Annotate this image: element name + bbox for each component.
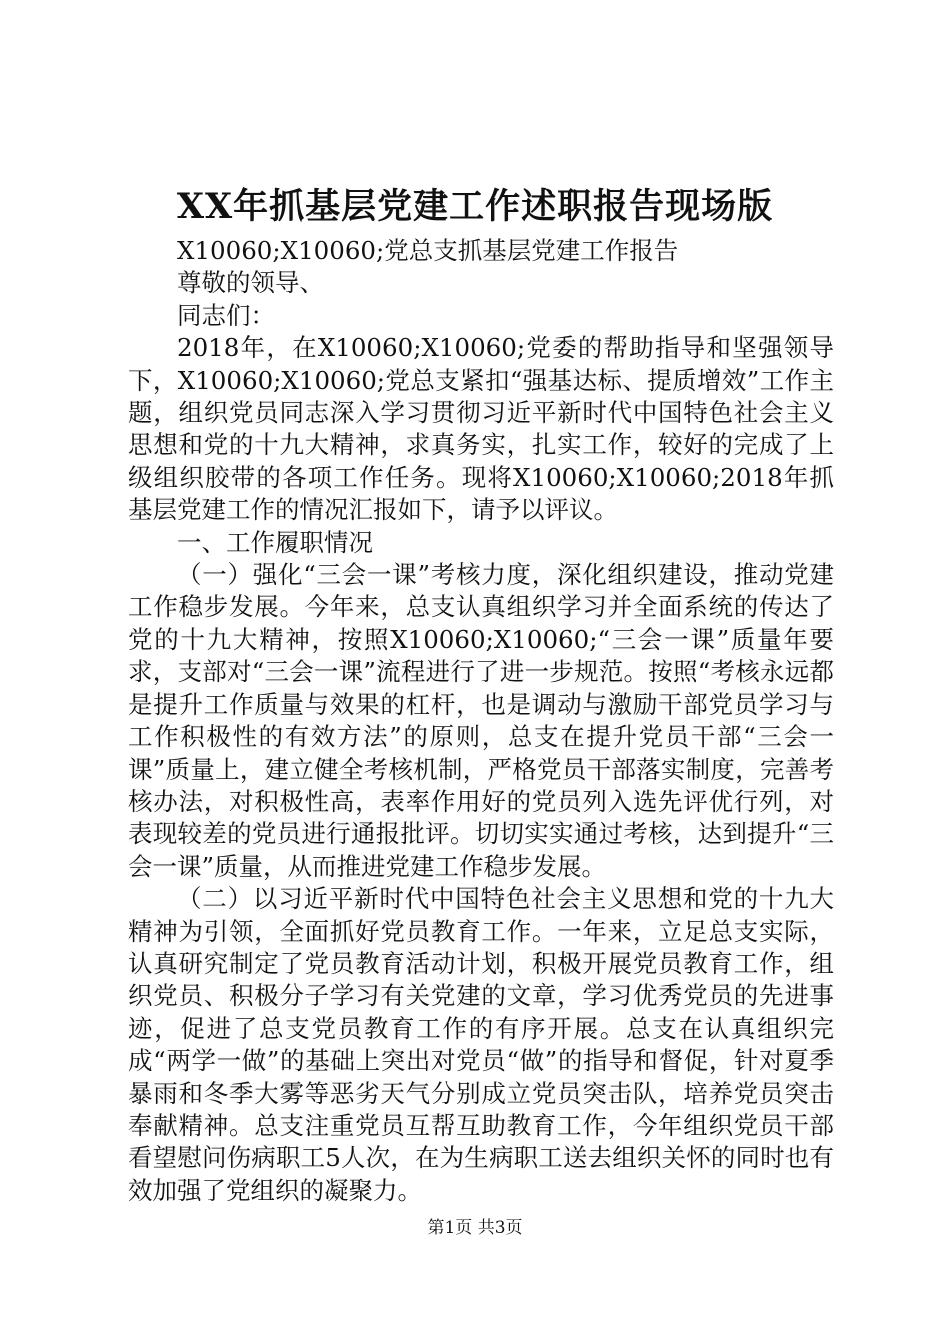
paragraph-salutation-2: 同志们： bbox=[177, 300, 275, 330]
paragraph-section-1-1: （一）强化“三会一课”考核力度，深化组织建设，推动党建工作稳步发展。今年来，总支认真组织学习并全面系统的传达了党的十九大精神，按照X10060;X10060;“三会一课”质量年要求，支部对“三会一课”流程进行了进一步规范。按照“考核永远都是提升工作质量与效果的杠杆，也是调动与激励干部党员学习与工作积极性的有效方法”的原则，总支在提升党员干部“三会一课”质量上，建立健全考核机制，严格党员干部落实制度，完善考核办法，对积极性高，表率作用好的党员列入选先评优行列，对表现较差的党员进行通报批评。切切实实通过考核，达到提升“三会一课”质量，从而推进党建工作稳步发展。 bbox=[128, 560, 834, 881]
paragraph-report-heading: X10060;X10060;党总支抓基层党建工作报告 bbox=[177, 236, 679, 265]
document-title: XX年抓基层党建工作述职报告现场版 bbox=[176, 186, 774, 227]
paragraph-salutation-1: 尊敬的领导、 bbox=[177, 268, 324, 298]
page-number-footer: 第1页 共3页 bbox=[427, 1218, 523, 1238]
paragraph-section-1-2: （二）以习近平新时代中国特色社会主义思想和党的十九大精神为引领，全面抓好党员教育工作。一年来，立足总支实际，认真研究制定了党员教育活动计划，积极开展党员教育工作，组织党员、积极分子学习有关党建的文章，学习优秀党员的先进事迹，促进了总支党员教育工作的有序开展。总支在认真组织完成“两学一做”的基础上突出对党员“做”的指导和督促，针对夏季暴雨和冬季大雾等恶劣天气分别成立党员突击队，培养党员突击奉献精神。总支注重党员互帮互助教育工作，今年组织党员干部看望慰问伤病职工5人次，在为生病职工送去组织关怀的同时也有效加强了党组织的凝聚力。 bbox=[128, 884, 834, 1205]
document-body bbox=[128, 235, 834, 1207]
section-heading-1: 一、工作履职情况 bbox=[177, 527, 373, 557]
paragraph-intro: 2018年，在X10060;X10060;党委的帮助指导和坚强领导下，X10060;X10060;党总支紧扣“强基达标、提质增效”工作主题，组织党员同志深入学习贯彻习近平新时代中国特色社会主义思想和党的十九大精神，求真务实，扎实工作，较好的完成了上级组织胶带的各项工作任务。现将X10060;X10060;2018年抓基层党建工作的情况汇报如下，请予以评议。 bbox=[128, 333, 834, 525]
